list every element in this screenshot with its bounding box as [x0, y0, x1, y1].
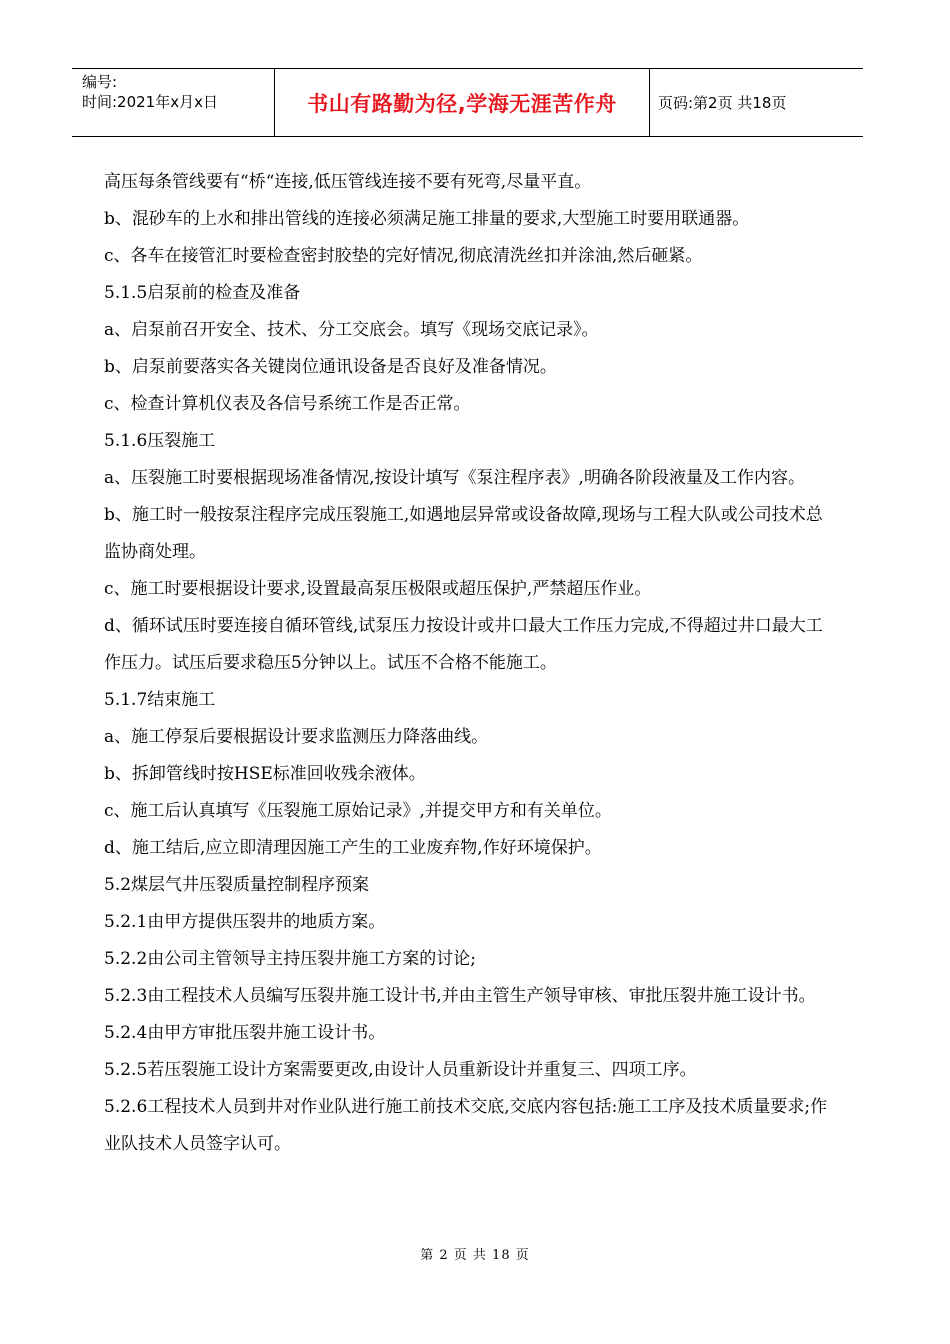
header-motto: 书山有路勤为径,学海无涯苦作舟 — [275, 69, 650, 136]
paragraph: a、施工停泵后要根据设计要求监测压力降落曲线。 — [104, 727, 489, 747]
page-header — [72, 68, 863, 137]
paragraph: 5.2.5若压裂施工设计方案需要更改,由设计人员重新设计并重复三、四项工序。 — [104, 1060, 697, 1080]
paragraph: b、启泵前要落实各关键岗位通讯设备是否良好及准备情况。 — [104, 357, 557, 377]
paragraph: a、启泵前召开安全、技术、分工交底会。填写《现场交底记录》。 — [104, 320, 599, 340]
paragraph: c、施工时要根据设计要求,设置最高泵压极限或超压保护,严禁超压作业。 — [104, 579, 652, 599]
paragraph: d、施工结后,应立即清理因施工产生的工业废弃物,作好环境保护。 — [104, 838, 602, 858]
paragraph: d、循环试压时要连接自循环管线,试泵压力按设计或井口最大工作压力完成,不得超过井口最大工作压力。试压后要求稳压5分钟以上。试压不合格不能施工。 — [104, 616, 823, 673]
header-meta — [72, 69, 275, 136]
page-footer: 第 2 页 共 18 页 — [420, 1248, 530, 1263]
paragraph: 5.2.2由公司主管领导主持压裂井施工方案的讨论; — [104, 949, 476, 969]
paragraph: 5.2.3由工程技术人员编写压裂井施工设计书,并由主管生产领导审核、审批压裂井施工设计书。 — [104, 986, 816, 1006]
section-heading: 5.1.6压裂施工 — [104, 431, 216, 451]
document-body — [104, 164, 839, 1163]
paragraph: c、各车在接管汇时要检查密封胶垫的完好情况,彻底清洗丝扣并涂油,然后砸紧。 — [104, 246, 703, 266]
paragraph: b、混砂车的上水和排出管线的连接必须满足施工排量的要求,大型施工时要用联通器。 — [104, 209, 750, 229]
paragraph: 5.2.1由甲方提供压裂井的地质方案。 — [104, 912, 386, 932]
paragraph: 5.2.6工程技术人员到井对作业队进行施工前技术交底,交底内容包括:施工工序及技术质量要求;作业队技术人员签字认可。 — [104, 1097, 828, 1154]
paragraph: 5.2.4由甲方审批压裂井施工设计书。 — [104, 1023, 386, 1043]
section-heading: 5.1.7结束施工 — [104, 690, 216, 710]
paragraph: c、施工后认真填写《压裂施工原始记录》,并提交甲方和有关单位。 — [104, 801, 612, 821]
section-heading: 5.1.5启泵前的检查及准备 — [104, 283, 301, 303]
paragraph: b、施工时一般按泵注程序完成压裂施工,如遇地层异常或设备故障,现场与工程大队或公司技术总监协商处理。 — [104, 505, 823, 562]
document-number-label: 编号: — [82, 73, 118, 91]
document-time-label: 时间:2021年x月x日 — [82, 93, 218, 111]
paragraph: 高压每条管线要有“桥“连接,低压管线连接不要有死弯,尽量平直。 — [104, 172, 592, 192]
paragraph: b、拆卸管线时按HSE标准回收残余液体。 — [104, 764, 426, 784]
section-heading: 5.2煤层气井压裂质量控制程序预案 — [104, 875, 370, 895]
paragraph: c、检查计算机仪表及各信号系统工作是否正常。 — [104, 394, 471, 414]
header-page-label: 页码:第2页 共18页 — [658, 94, 787, 112]
paragraph: a、压裂施工时要根据现场准备情况,按设计填写《泵注程序表》,明确各阶段液量及工作内容。 — [104, 468, 805, 488]
